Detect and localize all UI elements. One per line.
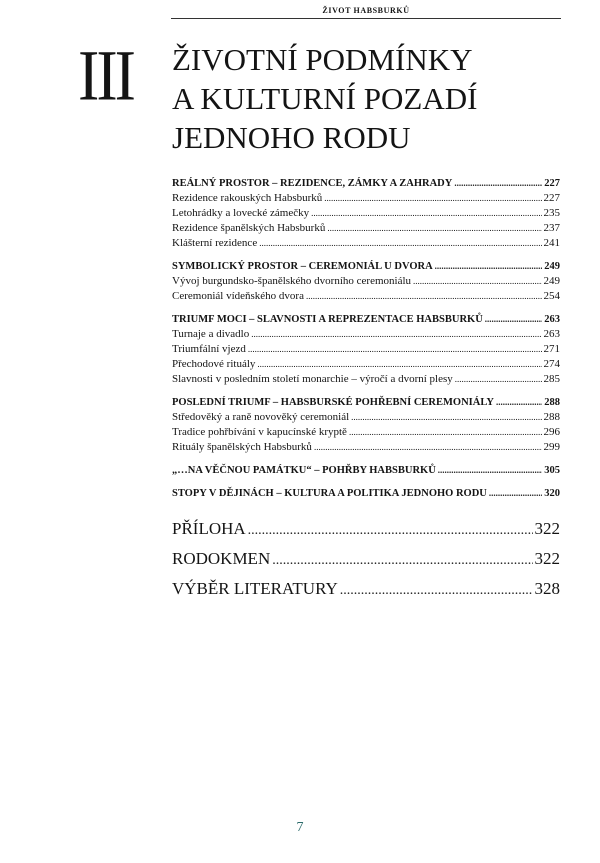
dot-leader bbox=[413, 274, 541, 289]
chapter-title-line: A KULTURNÍ POZADÍ bbox=[172, 81, 478, 116]
dot-leader bbox=[259, 236, 541, 251]
chapter-title bbox=[172, 40, 477, 157]
toc-entry-label: Turnaje a divadlo bbox=[172, 328, 250, 340]
running-head-rule bbox=[171, 18, 561, 19]
toc-entry-page: 299 bbox=[543, 441, 560, 453]
toc-entry-label: Letohrádky a lovecké zámečky bbox=[172, 207, 310, 219]
back-matter-entry bbox=[172, 514, 560, 544]
toc-entry-page: 254 bbox=[543, 290, 560, 302]
toc-section-heading-page: 305 bbox=[544, 465, 560, 476]
toc-section-heading-page: 288 bbox=[544, 397, 560, 408]
toc-section-heading bbox=[172, 486, 560, 501]
toc-entry bbox=[172, 221, 560, 236]
toc-section-heading-page: 227 bbox=[544, 178, 560, 189]
dot-leader bbox=[248, 516, 533, 546]
toc-section-heading bbox=[172, 176, 560, 191]
back-matter-entry-page: 328 bbox=[534, 579, 560, 598]
toc-section-heading-label: POSLEDNÍ TRIUMF – HABSBURSKÉ POHŘEBNÍ CEREMONIÁLY bbox=[172, 397, 494, 408]
toc-entry-label: Rezidence rakouských Habsburků bbox=[172, 192, 323, 204]
chapter-title-line: ŽIVOTNÍ PODMÍNKY bbox=[172, 42, 473, 77]
dot-leader bbox=[327, 221, 541, 236]
toc-entry-label: Ceremoniál vídeňského dvora bbox=[172, 290, 304, 302]
toc-entry bbox=[172, 327, 560, 342]
toc-entry-label: Klášterní rezidence bbox=[172, 237, 258, 249]
dot-leader bbox=[324, 191, 541, 206]
toc-entry-label: Středověký a raně novověký ceremoniál bbox=[172, 411, 350, 423]
toc-entry bbox=[172, 236, 560, 251]
toc-entry bbox=[172, 191, 560, 206]
toc-entry bbox=[172, 274, 560, 289]
dot-leader bbox=[272, 546, 532, 576]
toc-entry-label: Přechodové rituály bbox=[172, 358, 256, 370]
toc-entry-page: 241 bbox=[543, 237, 560, 249]
toc-entry bbox=[172, 206, 560, 221]
chapter-title-line: JEDNOHO RODU bbox=[172, 120, 411, 155]
back-matter-entry-label: PŘÍLOHA bbox=[172, 519, 246, 538]
toc-entry-page: 237 bbox=[543, 222, 560, 234]
running-head: ŽIVOT HABSBURKŮ bbox=[322, 6, 410, 15]
toc-section bbox=[172, 395, 560, 455]
back-matter-list bbox=[172, 514, 560, 604]
toc-entry-page: 227 bbox=[543, 192, 560, 204]
toc-entry-label: Vývoj burgundsko-španělského dvorního ceremoniálu bbox=[172, 275, 412, 287]
toc-section bbox=[172, 463, 560, 478]
dot-leader bbox=[485, 312, 542, 327]
back-matter-entry-page: 322 bbox=[534, 519, 560, 538]
back-matter-entry-page: 322 bbox=[534, 549, 560, 568]
toc-entry-page: 263 bbox=[543, 328, 560, 340]
toc-entry bbox=[172, 372, 560, 387]
dot-leader bbox=[435, 259, 543, 274]
dot-leader bbox=[248, 342, 542, 357]
toc-section-heading-page: 249 bbox=[544, 261, 560, 272]
toc-entry-page: 271 bbox=[543, 343, 560, 355]
dot-leader bbox=[311, 206, 541, 221]
dot-leader bbox=[349, 425, 542, 440]
toc-section bbox=[172, 312, 560, 387]
dot-leader bbox=[257, 357, 541, 372]
toc-entry-page: 296 bbox=[543, 426, 560, 438]
toc-entry-page: 235 bbox=[543, 207, 560, 219]
dot-leader bbox=[351, 410, 541, 425]
toc-entry-label: Slavnosti v posledním století monarchie – výročí a dvorní plesy bbox=[172, 373, 453, 385]
toc-section-heading-label: REÁLNÝ PROSTOR – REZIDENCE, ZÁMKY A ZAHRADY bbox=[172, 178, 453, 189]
dot-leader bbox=[496, 395, 542, 410]
toc-entry-page: 274 bbox=[543, 358, 560, 370]
toc-section-heading-label: „…NA VĚČNOU PAMÁTKU“ – POHŘBY HABSBURKŮ bbox=[172, 465, 436, 476]
toc-entry-label: Tradice pohřbívání v kapucínské kryptě bbox=[172, 426, 347, 438]
toc-section-heading bbox=[172, 259, 560, 274]
toc-entry-page: 288 bbox=[543, 411, 560, 423]
dot-leader bbox=[306, 289, 542, 304]
toc-entry bbox=[172, 440, 560, 455]
dot-leader bbox=[251, 327, 541, 342]
toc-entry-label: Rituály španělských Habsburků bbox=[172, 441, 312, 453]
toc-section-heading bbox=[172, 463, 560, 478]
dot-leader bbox=[438, 463, 542, 478]
table-of-contents bbox=[172, 176, 560, 509]
toc-section-heading bbox=[172, 312, 560, 327]
back-matter-entry-label: RODOKMEN bbox=[172, 549, 271, 568]
toc-entry bbox=[172, 410, 560, 425]
toc-entry-label: Triumfální vjezd bbox=[172, 343, 246, 355]
page-number: 7 bbox=[296, 820, 304, 835]
toc-section-heading-page: 263 bbox=[544, 314, 560, 325]
toc-entry bbox=[172, 357, 560, 372]
dot-leader bbox=[454, 176, 542, 191]
toc-entry-label: Rezidence španělských Habsburků bbox=[172, 222, 326, 234]
back-matter-entry-label: VÝBĚR LITERATURY bbox=[172, 579, 338, 598]
toc-section bbox=[172, 259, 560, 304]
dot-leader bbox=[340, 576, 533, 606]
dot-leader bbox=[489, 486, 542, 501]
toc-entry-page: 285 bbox=[543, 373, 560, 385]
toc-entry-page: 249 bbox=[543, 275, 560, 287]
toc-entry bbox=[172, 342, 560, 357]
back-matter-entry bbox=[172, 574, 560, 604]
chapter-numeral: III bbox=[78, 35, 133, 116]
dot-leader bbox=[455, 372, 542, 387]
toc-section bbox=[172, 176, 560, 251]
toc-entry bbox=[172, 425, 560, 440]
toc-section-heading-label: TRIUMF MOCI – SLAVNOSTI A REPREZENTACE HABSBURKŮ bbox=[172, 314, 483, 325]
dot-leader bbox=[314, 440, 542, 455]
back-matter-entry bbox=[172, 544, 560, 574]
toc-section-heading-page: 320 bbox=[544, 488, 560, 499]
toc-section-heading-label: SYMBOLICKÝ PROSTOR – CEREMONIÁL U DVORA bbox=[172, 261, 433, 272]
toc-section-heading bbox=[172, 395, 560, 410]
toc-section bbox=[172, 486, 560, 501]
toc-section-heading-label: STOPY V DĚJINÁCH – KULTURA A POLITIKA JEDNOHO RODU bbox=[172, 488, 487, 499]
toc-entry bbox=[172, 289, 560, 304]
